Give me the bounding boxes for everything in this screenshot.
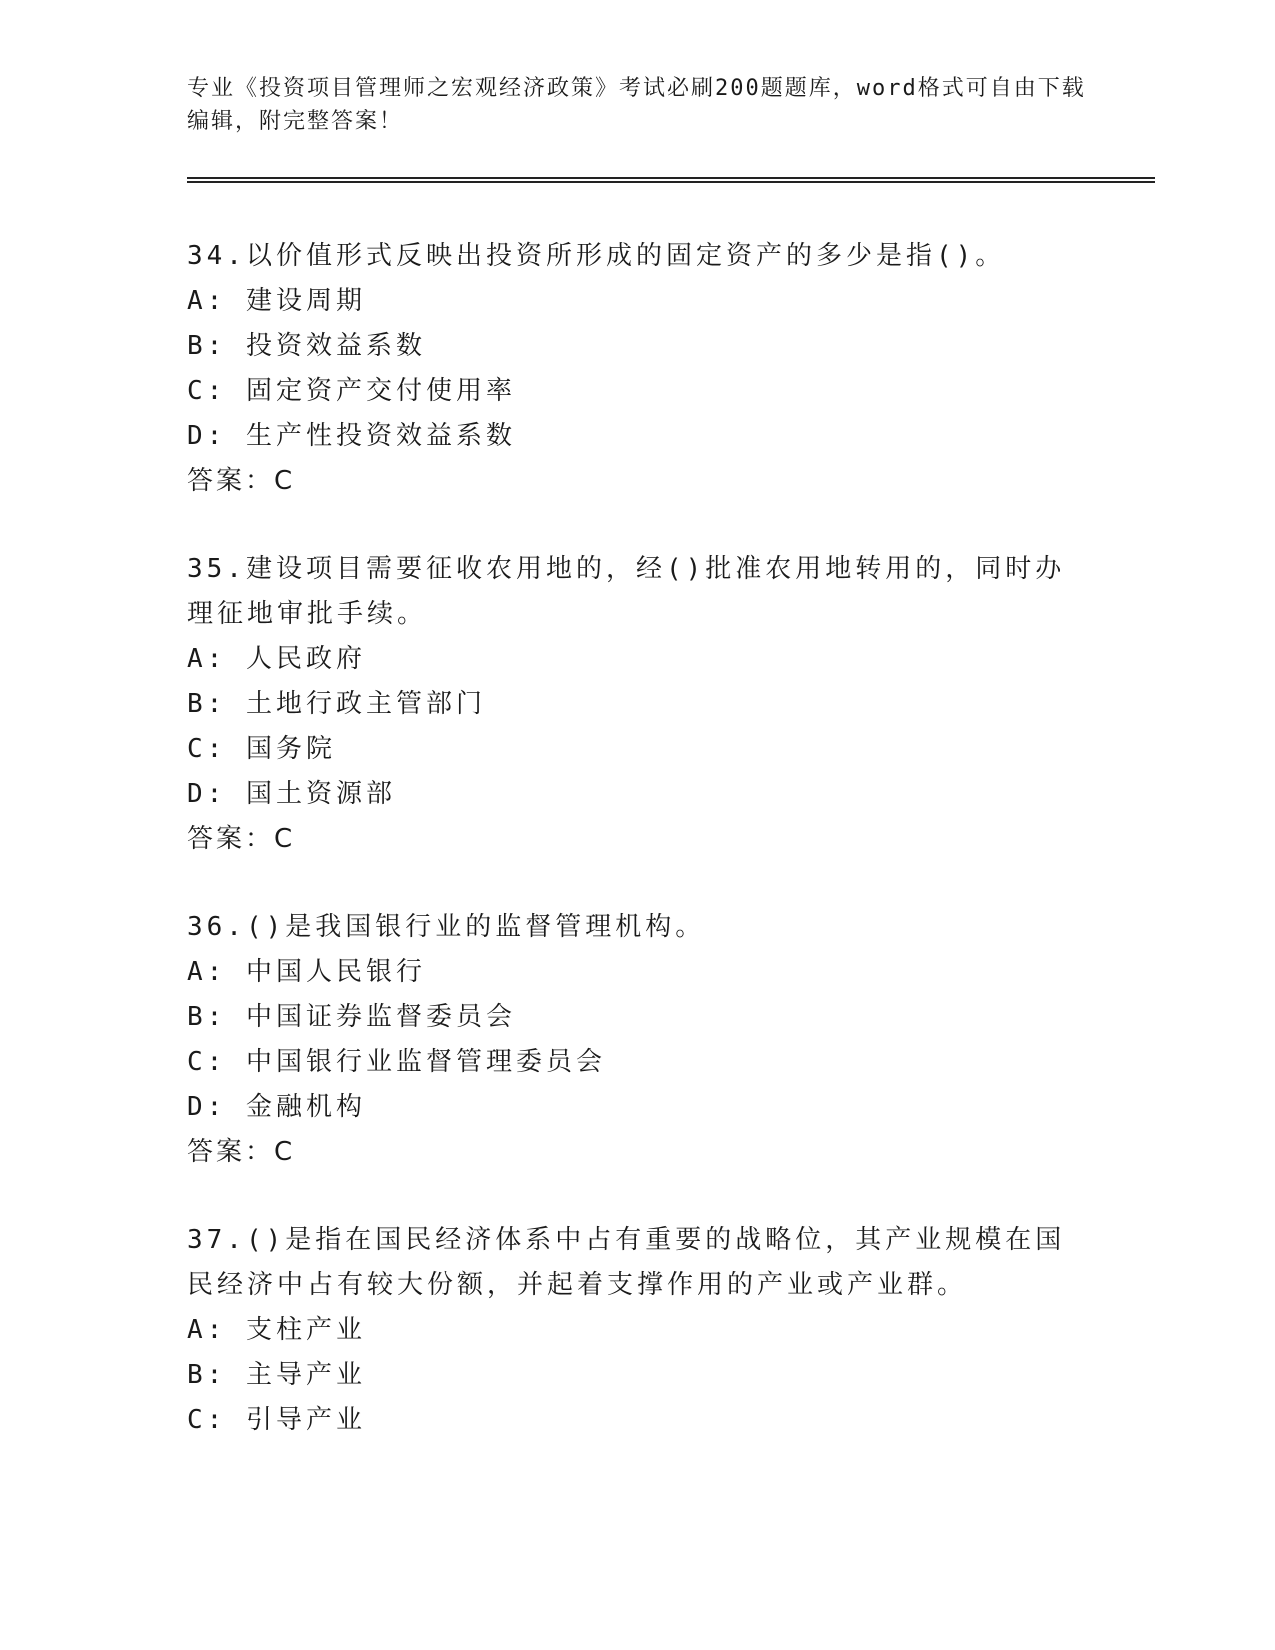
question-item [187, 1218, 1087, 1443]
option-a: A: 建设周期 [187, 286, 366, 316]
option-d: D: 国土资源部 [187, 779, 396, 809]
header-double-rule [187, 177, 1155, 183]
question-stem: 35.建设项目需要征收农用地的，经()批准农用地转用的，同时办理征地审批手续。 [187, 554, 1066, 629]
question-stem: 37.()是指在国民经济体系中占有重要的战略位，其产业规模在国民经济中占有较大份额，并起着支撑作用的产业或产业群。 [187, 1225, 1066, 1300]
option-a: A: 人民政府 [187, 644, 366, 674]
question-stem: 34.以价值形式反映出投资所形成的固定资产的多少是指()。 [187, 241, 1006, 271]
question-item [187, 547, 1087, 862]
option-d: D: 金融机构 [187, 1092, 366, 1122]
option-c: C: 固定资产交付使用率 [187, 376, 516, 406]
question-stem: 36.()是我国银行业的监督管理机构。 [187, 912, 706, 942]
option-d: D: 生产性投资效益系数 [187, 421, 516, 451]
option-a: A: 中国人民银行 [187, 957, 426, 987]
option-b: B: 主导产业 [187, 1360, 366, 1390]
question-list [187, 234, 1087, 1486]
question-item [187, 234, 1087, 504]
answer-line: 答案：C [187, 1137, 296, 1167]
question-item [187, 905, 1087, 1175]
option-b: B: 中国证券监督委员会 [187, 1002, 516, 1032]
answer-line: 答案：C [187, 824, 296, 854]
option-c: C: 中国银行业监督管理委员会 [187, 1047, 606, 1077]
option-c: C: 引导产业 [187, 1405, 366, 1435]
document-header: 专业《投资项目管理师之宏观经济政策》考试必刷200题题库，word格式可自由下载编辑，附完整答案！ [187, 76, 1086, 134]
option-b: B: 土地行政主管部门 [187, 689, 486, 719]
option-b: B: 投资效益系数 [187, 331, 426, 361]
option-a: A: 支柱产业 [187, 1315, 366, 1345]
answer-line: 答案：C [187, 466, 296, 496]
option-c: C: 国务院 [187, 734, 336, 764]
